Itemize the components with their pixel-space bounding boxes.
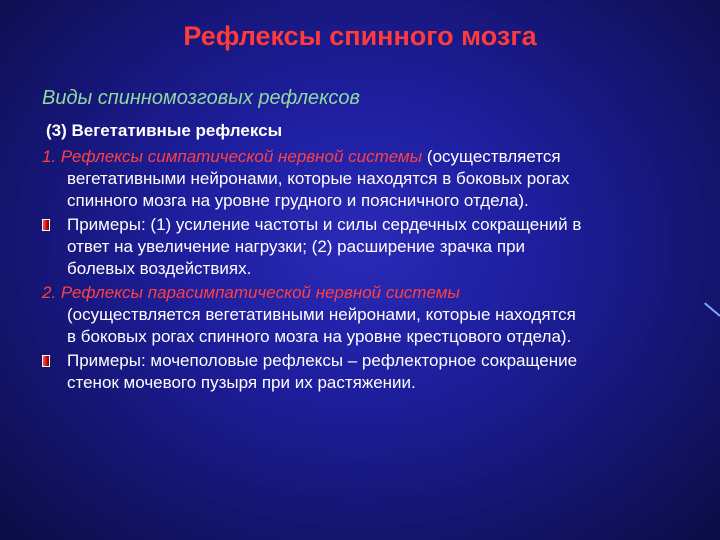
section-heading: (3) Вегетативные рефлексы <box>46 121 283 140</box>
point-1 <box>42 146 702 212</box>
point-2 <box>42 282 702 348</box>
point-1-text-b: вегетативными нейронами, которые находятся в боковых рогах <box>67 169 570 188</box>
red-square-bullet-icon <box>42 219 50 231</box>
point-1-text-c: спинного мозга на уровне грудного и поясничного отдела). <box>67 191 529 210</box>
point-2-text-b: в боковых рогах спинного мозга на уровне крестцового отдела). <box>67 327 572 346</box>
bullet-2-text-a: Примеры: мочеполовые рефлексы – рефлекторное сокращение <box>67 351 578 370</box>
point-1-label: 1. Рефлексы симпатической нервной системы <box>42 147 423 166</box>
bullet-item-1 <box>42 214 702 280</box>
point-2-label: 2. Рефлексы парасимпатической нервной системы <box>42 283 460 302</box>
point-1-text-a: (осуществляется <box>422 147 561 166</box>
slide-title: Рефлексы спинного мозга <box>183 21 537 51</box>
point-2-text-a: (осуществляется вегетативными нейронами, которые находятся <box>67 305 576 324</box>
slide-body <box>42 120 702 394</box>
decorative-line <box>704 302 720 316</box>
slide-subtitle: Виды спинномозговых рефлексов <box>42 87 360 109</box>
bullet-1-text-c: болевых воздействиях. <box>67 259 252 278</box>
bullet-1-text-b: ответ на увеличение нагрузки; (2) расширение зрачка при <box>67 237 526 256</box>
red-square-bullet-icon <box>42 355 50 367</box>
point-1-first-line <box>42 146 702 168</box>
bullet-1-text-a: Примеры: (1) усиление частоты и силы сердечных сокращений в <box>67 215 582 234</box>
bullet-2-text-b: стенок мочевого пузыря при их растяжении. <box>67 373 416 392</box>
bullet-item-2 <box>42 350 702 394</box>
